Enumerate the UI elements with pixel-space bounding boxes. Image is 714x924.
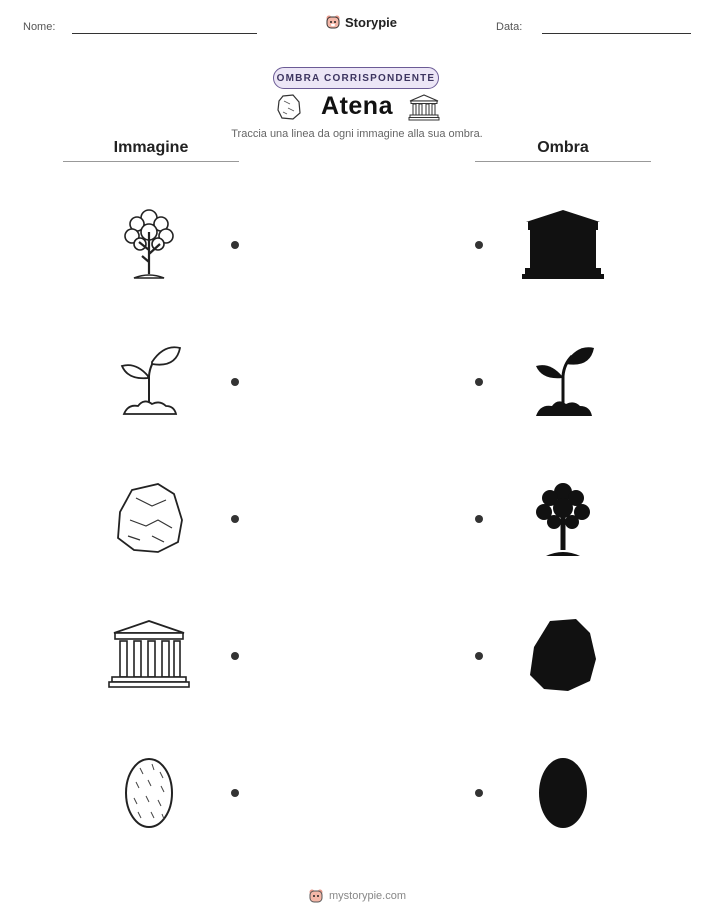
worksheet-badge: OMBRA CORRISPONDENTE <box>273 67 439 89</box>
date-line[interactable] <box>542 33 691 34</box>
name-line[interactable] <box>72 33 257 34</box>
column-rule-image <box>63 161 239 162</box>
egg-outline-icon <box>106 750 192 836</box>
match-dot-image-5[interactable] <box>231 789 239 797</box>
worksheet-title: Atena <box>321 92 393 120</box>
match-dot-shadow-2[interactable] <box>475 378 483 386</box>
rock-outline-icon <box>106 476 192 562</box>
match-dot-image-3[interactable] <box>231 515 239 523</box>
rock-shadow-icon <box>520 613 606 699</box>
temple-title-icon <box>408 93 440 121</box>
column-rule-shadow <box>475 161 651 162</box>
worksheet-instructions: Traccia una linea da ogni immagine alla sua ombra. <box>231 128 483 140</box>
temple-shadow-icon <box>520 202 606 288</box>
match-dot-shadow-3[interactable] <box>475 515 483 523</box>
tree-shadow-icon <box>520 476 606 562</box>
match-dot-shadow-4[interactable] <box>475 652 483 660</box>
match-dot-shadow-5[interactable] <box>475 789 483 797</box>
storypie-mascot-icon <box>325 14 341 30</box>
match-dot-image-1[interactable] <box>231 241 239 249</box>
date-label: Data: <box>496 21 523 33</box>
name-label: Nome: <box>23 21 56 33</box>
footer-url[interactable]: mystorypie.com <box>328 890 407 902</box>
brand-logo <box>325 14 397 30</box>
footer <box>0 888 714 904</box>
column-heading-shadow: Ombra <box>537 139 589 156</box>
brand-name: Storypie <box>345 14 398 30</box>
match-dot-shadow-1[interactable] <box>475 241 483 249</box>
sprout-shadow-icon <box>520 340 606 426</box>
temple-outline-icon <box>106 613 192 699</box>
storypie-footer-mascot-icon <box>308 888 324 904</box>
egg-shadow-icon <box>520 750 606 836</box>
match-dot-image-4[interactable] <box>231 652 239 660</box>
column-heading-image: Immagine <box>113 139 189 156</box>
match-dot-image-2[interactable] <box>231 378 239 386</box>
sprout-outline-icon <box>106 340 192 426</box>
tree-outline-icon <box>106 202 192 288</box>
